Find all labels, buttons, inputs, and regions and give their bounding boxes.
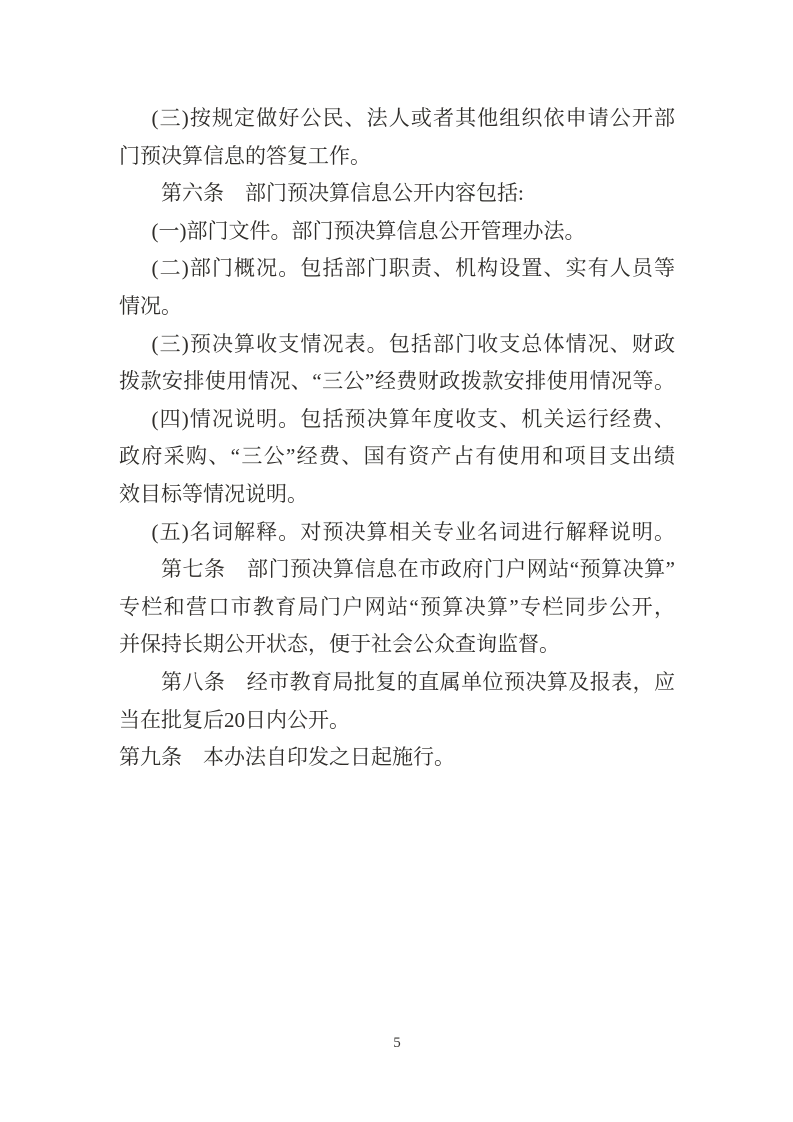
document-line: 第八条 经市教育局批复的直属单位预决算及报表，应 [161,669,675,694]
document-line: 专栏和营口市教育局门户网站“预算决算”专栏同步公开， [119,594,675,619]
document-line: 当在批复后20日内公开。 [119,707,350,732]
document-line: (五)名词解释。对预决算相关专业名词进行解释说明。 [151,519,675,544]
document-line: (二)部门概况。包括部门职责、机构设置、实有人员等 [151,256,675,281]
document-line: 第九条 本办法自印发之日起施行。 [119,745,455,770]
document-line: 情况。 [119,293,182,318]
document-line: (三)按规定做好公民、法人或者其他组织依申请公开部 [151,106,675,130]
document-line: (一)部门文件。部门预决算信息公开管理办法。 [151,218,586,243]
document-line: 拨款安排使用情况、“三公”经费财政拨款安排使用情况等。 [119,369,675,394]
page-number: 5 [393,1035,401,1051]
document-line: 第六条 部门预决算信息公开内容包括: [161,181,524,206]
document-body [119,100,675,777]
document-line: 门预决算信息的答复工作。 [119,143,371,168]
document-line: 政府采购、“三公”经费、国有资产占有使用和项目支出绩 [119,444,675,469]
document-line: (四)情况说明。包括预决算年度收支、机关运行经费、 [151,406,675,431]
document-line: 第七条 部门预决算信息在市政府门户网站“预算决算” [161,557,675,582]
document-line: 并保持长期公开状态，便于社会公众查询监督。 [119,632,560,657]
document-line: (三)预决算收支情况表。包括部门收支总体情况、财政 [151,331,675,356]
document-line: 效目标等情况说明。 [119,481,308,506]
